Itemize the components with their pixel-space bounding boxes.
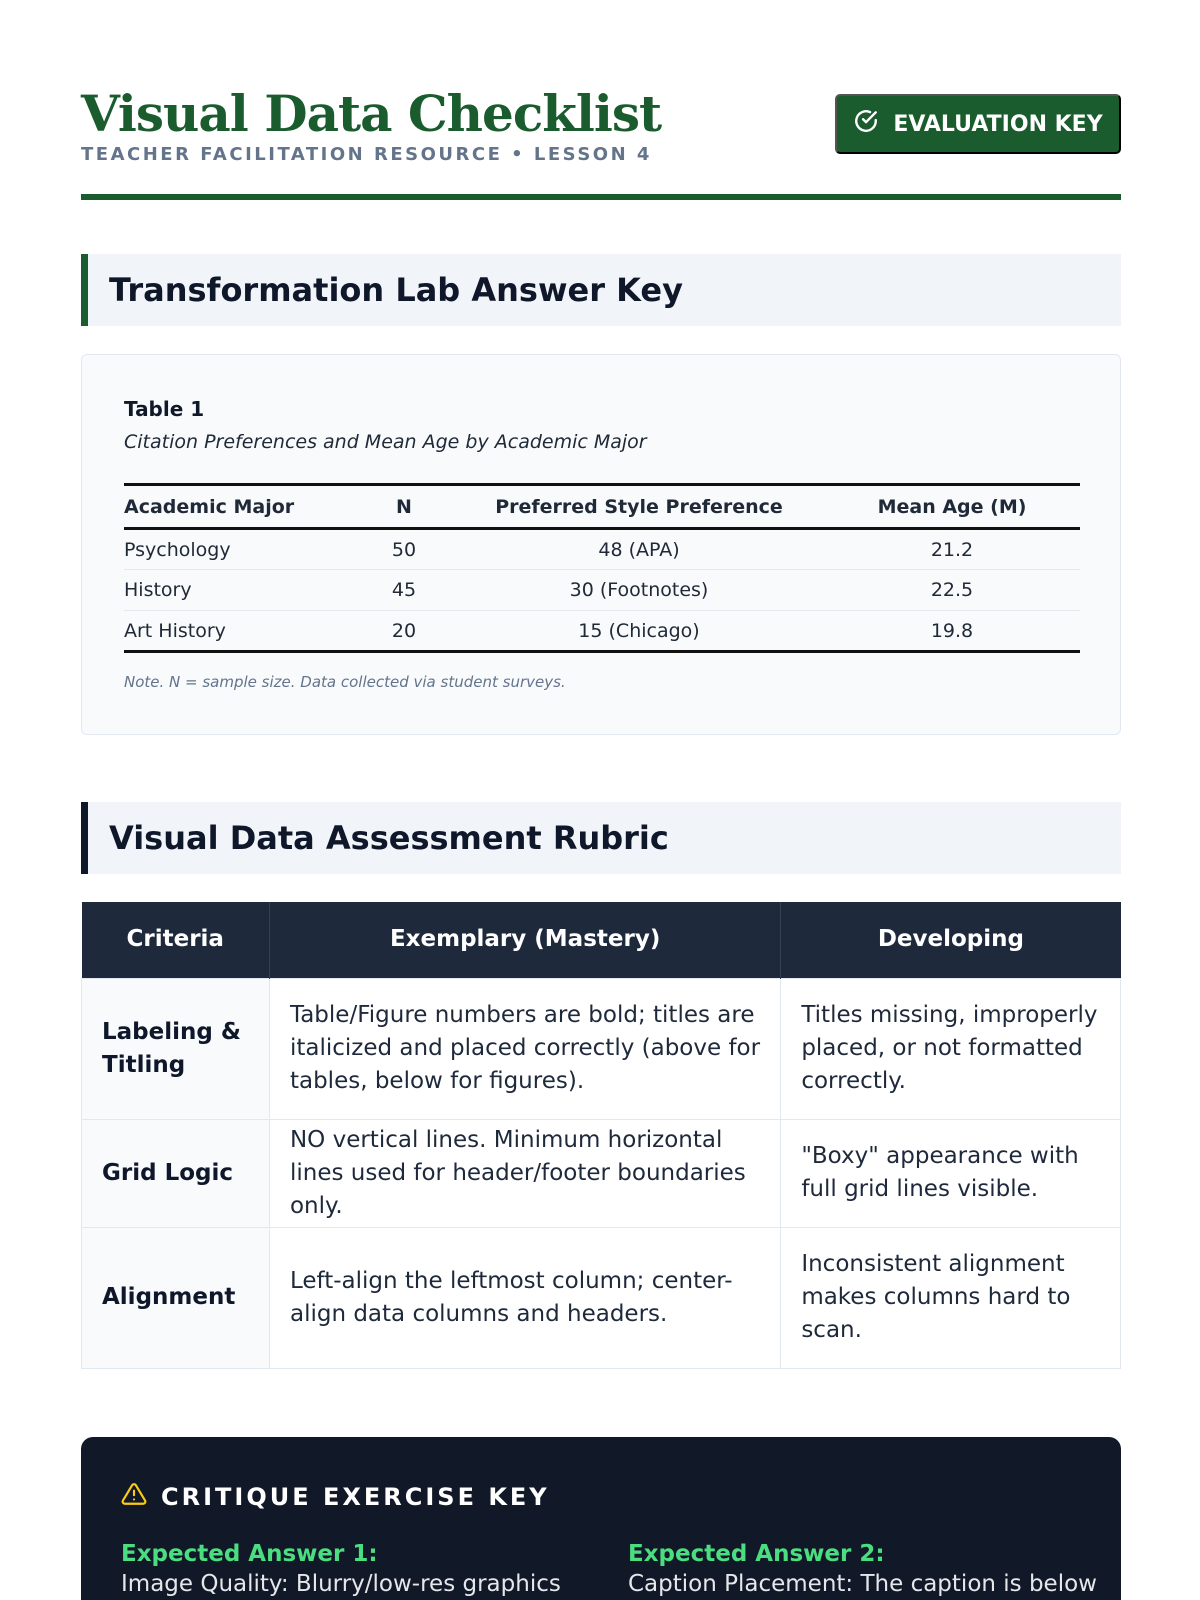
column-header: Academic Major [124,495,295,518]
page-header [81,84,1121,200]
table-row [124,611,1080,652]
answer-text: Caption Placement: The caption is below [628,1571,1097,1597]
expected-answer-2 [628,1541,1097,1597]
table-cell: 20 [391,619,417,642]
table-row [124,570,1080,611]
evaluation-key-label: EVALUATION KEY [893,111,1103,137]
critique-heading [121,1481,550,1513]
rubric-criteria: Grid Logic [82,1119,270,1227]
table-cell: 48 (APA) [598,538,680,561]
page-title: Visual Data Checklist [81,84,662,143]
table-cell: 50 [391,538,417,561]
column-header: N [396,495,412,518]
table-row [124,529,1080,570]
column-header: Criteria [82,902,270,978]
table-cell: 15 (Chicago) [578,619,700,642]
rubric-cell: NO vertical lines. Minimum horizontal lines used for header/footer boundaries only. [269,1119,780,1227]
rubric-cell: Left-align the leftmost column; center-align data columns and headers. [269,1227,780,1368]
table-header-row [124,485,1080,529]
answer-label: Expected Answer 2: [628,1541,885,1567]
apa-table-card [81,354,1121,735]
apa-table [124,483,1080,653]
column-header: Mean Age (M) [877,495,1027,518]
evaluation-key-button[interactable] [835,94,1121,154]
rubric-cell: "Boxy" appearance with full grid lines visible. [781,1119,1121,1227]
answer-label: Expected Answer 1: [121,1541,378,1567]
rubric-criteria: Labeling & Titling [82,978,270,1119]
table-cell: History [124,579,192,601]
check-circle-icon [853,108,879,140]
table-cell: 30 (Footnotes) [569,579,709,601]
table-number: Table 1 [124,397,205,421]
rubric-criteria: Alignment [82,1227,270,1368]
table-cell: 21.2 [930,538,974,561]
column-header: Exemplary (Mastery) [269,902,780,978]
critique-key-box [81,1437,1121,1600]
page-subtitle: TEACHER FACILITATION RESOURCE • LESSON 4 [81,144,652,165]
answer-text: Image Quality: Blurry/low-res graphics [121,1571,561,1597]
expected-answer-1 [121,1541,581,1597]
warning-icon [121,1481,147,1513]
table-cell: Art History [124,619,226,642]
rubric-cell: Table/Figure numbers are bold; titles are italicized and placed correctly (above for tables, below for figures). [269,978,780,1119]
table-cell: 22.5 [930,579,974,601]
rubric-row [82,978,1121,1119]
rubric-cell: Titles missing, improperly placed, or not formatted correctly. [781,978,1121,1119]
rubric-header-row [82,902,1121,978]
rubric-cell: Inconsistent alignment makes columns hard to scan. [781,1227,1121,1368]
column-header: Preferred Style Preference [495,495,783,518]
critique-heading-label: CRITIQUE EXERCISE KEY [161,1483,550,1511]
table-title: Citation Preferences and Mean Age by Academic Major [124,431,647,453]
answer-key-heading: Transformation Lab Answer Key [81,254,1121,326]
rubric-table [81,902,1121,1369]
table-cell: 19.8 [930,619,974,642]
column-header: Developing [781,902,1121,978]
rubric-row [82,1227,1121,1368]
rubric-heading: Visual Data Assessment Rubric [81,802,1121,874]
table-note: Note. N = sample size. Data collected via student surveys. [124,673,566,691]
rubric-row [82,1119,1121,1227]
table-cell: Psychology [124,538,231,561]
table-cell: 45 [391,579,417,601]
